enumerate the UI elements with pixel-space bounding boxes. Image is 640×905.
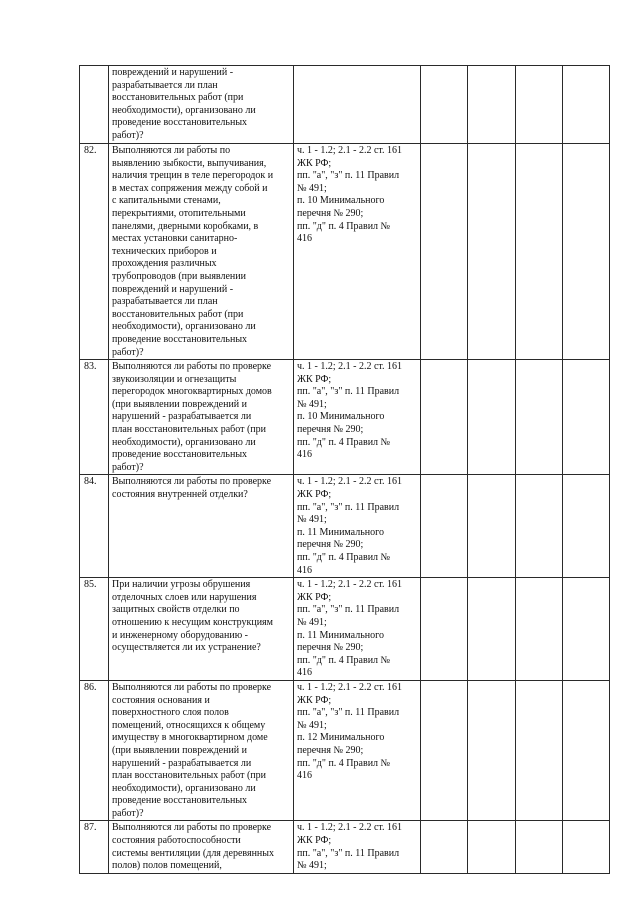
not-applicable-cell [516, 360, 563, 475]
answer-yes-cell [421, 144, 468, 360]
table-row [80, 578, 610, 681]
inspection-checklist [79, 65, 609, 874]
notes-cell [563, 144, 610, 360]
question-text: Выполняются ли работы по проверке состояния работоспособности системы вентиляции (для деревянных полов) полов помещений, [109, 821, 294, 874]
not-applicable-cell [516, 680, 563, 821]
answer-no-cell [468, 66, 516, 144]
table-row [80, 680, 610, 821]
row-number: 84. [80, 475, 109, 578]
answer-no-cell [468, 821, 516, 874]
row-number: 82. [80, 144, 109, 360]
not-applicable-cell [516, 821, 563, 874]
answer-yes-cell [421, 475, 468, 578]
notes-cell [563, 680, 610, 821]
answer-yes-cell [421, 66, 468, 144]
row-number [80, 66, 109, 144]
question-text: Выполняются ли работы по выявлению зыбкости, выпучивания, наличия трещин в теле перегородок и в местах сопряжения между собой и с капитальными стенами, перекрытиями, отопительными панелями, дверными коробками, в местах установки санитарно- технических приборов и прохождения различных трубопроводов (при выявлении повреждений и нарушений - разрабатывается ли план восстановительных работ (при необходимости), организовано ли проведение восстановительных работ)? [109, 144, 294, 360]
not-applicable-cell [516, 66, 563, 144]
notes-cell [563, 360, 610, 475]
notes-cell [563, 821, 610, 874]
notes-cell [563, 475, 610, 578]
legal-reference: ч. 1 - 1.2; 2.1 - 2.2 ст. 161 ЖК РФ; пп. "а", "з" п. 11 Правил № 491; п. 12 Минимального перечня № 290; пп. "д" п. 4 Правил № 416 [294, 680, 421, 821]
answer-no-cell [468, 144, 516, 360]
row-number: 83. [80, 360, 109, 475]
row-number: 86. [80, 680, 109, 821]
notes-cell [563, 66, 610, 144]
answer-yes-cell [421, 821, 468, 874]
legal-reference: ч. 1 - 1.2; 2.1 - 2.2 ст. 161 ЖК РФ; пп. "а", "з" п. 11 Правил № 491; п. 10 Минимального перечня № 290; пп. "д" п. 4 Правил № 416 [294, 144, 421, 360]
answer-no-cell [468, 360, 516, 475]
not-applicable-cell [516, 475, 563, 578]
question-text: Выполняются ли работы по проверке звукоизоляции и огнезащиты перегородок многоквартирных домов (при выявлении повреждений и нарушений - разрабатывается ли план восстановительных работ (при необходимости), организовано ли проведение восстановительных работ)? [109, 360, 294, 475]
table-row [80, 66, 610, 144]
answer-no-cell [468, 680, 516, 821]
answer-no-cell [468, 578, 516, 681]
answer-yes-cell [421, 680, 468, 821]
question-text: повреждений и нарушений - разрабатывается ли план восстановительных работ (при необходимости), организовано ли проведение восстановительных работ)? [109, 66, 294, 144]
legal-reference: ч. 1 - 1.2; 2.1 - 2.2 ст. 161 ЖК РФ; пп. "а", "з" п. 11 Правил № 491; п. 11 Минимального перечня № 290; пп. "д" п. 4 Правил № 416 [294, 475, 421, 578]
table-row [80, 360, 610, 475]
row-number: 87. [80, 821, 109, 874]
legal-reference: ч. 1 - 1.2; 2.1 - 2.2 ст. 161 ЖК РФ; пп. "а", "з" п. 11 Правил № 491; п. 10 Минимального перечня № 290; пп. "д" п. 4 Правил № 416 [294, 360, 421, 475]
not-applicable-cell [516, 144, 563, 360]
legal-reference [294, 66, 421, 144]
answer-yes-cell [421, 578, 468, 681]
question-text: При наличии угрозы обрушения отделочных слоев или нарушения защитных свойств отделки по отношению к несущим конструкциям и инженерному оборудованию - осуществляется ли их устранение? [109, 578, 294, 681]
row-number: 85. [80, 578, 109, 681]
legal-reference: ч. 1 - 1.2; 2.1 - 2.2 ст. 161 ЖК РФ; пп. "а", "з" п. 11 Правил № 491; [294, 821, 421, 874]
checklist-table [79, 65, 610, 874]
answer-no-cell [468, 475, 516, 578]
table-row [80, 821, 610, 874]
table-row [80, 144, 610, 360]
legal-reference: ч. 1 - 1.2; 2.1 - 2.2 ст. 161 ЖК РФ; пп. "а", "з" п. 11 Правил № 491; п. 11 Минимального перечня № 290; пп. "д" п. 4 Правил № 416 [294, 578, 421, 681]
not-applicable-cell [516, 578, 563, 681]
table-row [80, 475, 610, 578]
answer-yes-cell [421, 360, 468, 475]
question-text: Выполняются ли работы по проверке состояния внутренней отделки? [109, 475, 294, 578]
notes-cell [563, 578, 610, 681]
question-text: Выполняются ли работы по проверке состояния основания и поверхностного слоя полов помещений, относящихся к общему имуществу в многоквартирном доме (при выявлении повреждений и нарушений - разрабатывается ли план восстановительных работ (при необходимости), организовано ли проведение восстановительных работ)? [109, 680, 294, 821]
